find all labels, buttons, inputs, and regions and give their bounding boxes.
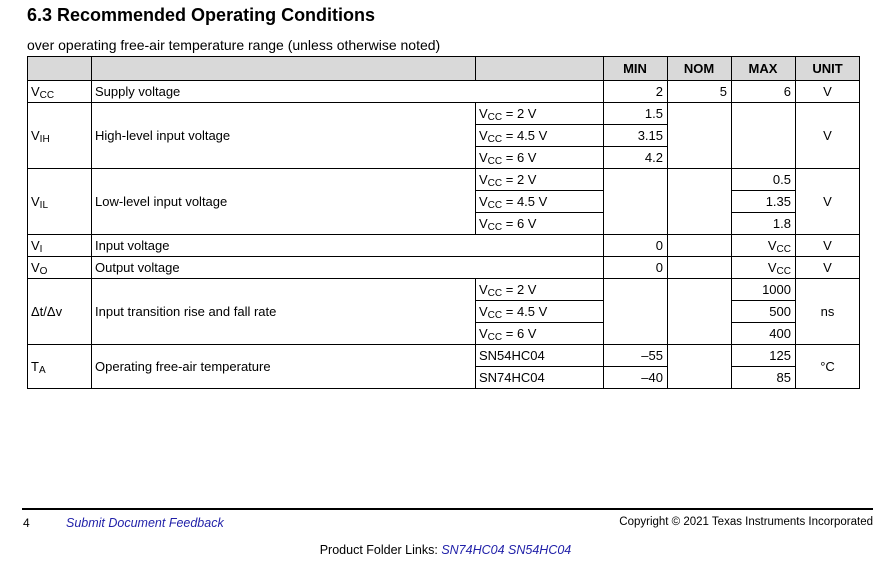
min-cell: –40: [604, 367, 668, 389]
product-folder-label: Product Folder Links:: [319, 543, 442, 557]
min-cell: 4.2: [604, 147, 668, 169]
copyright-notice: Copyright © 2021 Texas Instruments Incorporated: [619, 516, 873, 528]
min-cell: 0: [604, 257, 668, 279]
condition-cell: $V_{CC} = 2$ V: [476, 103, 604, 125]
sn54hc04-link[interactable]: SN54HC04: [508, 543, 572, 557]
nom-cell: [668, 257, 732, 279]
condition-cell: $V_{CC} = 6$ V: [476, 147, 604, 169]
table-row: [28, 257, 860, 279]
recommended-operating-conditions-table: [27, 56, 860, 389]
nom-cell: [668, 235, 732, 257]
min-cell: 3.15: [604, 125, 668, 147]
unit-cell: V: [796, 103, 860, 169]
condition-cell: $V_{CC} = 4.5$ V: [476, 125, 604, 147]
section-title: 6.3 Recommended Operating Conditions: [27, 5, 376, 25]
table-header-row: [28, 57, 860, 81]
nom-cell: [668, 345, 732, 389]
unit-cell: ns: [796, 279, 860, 345]
nom-cell: [668, 169, 732, 235]
min-cell: [604, 279, 668, 345]
product-folder-links: [0, 543, 891, 557]
parameter-cell: Input transition rise and fall rate: [92, 279, 476, 345]
sn74hc04-link[interactable]: SN74HC04: [441, 543, 505, 557]
submit-feedback-link[interactable]: Submit Document Feedback: [66, 516, 224, 530]
nom-cell: [668, 103, 732, 169]
max-cell: 125: [732, 345, 796, 367]
condition-cell: $V_{CC} = 2$ V: [476, 169, 604, 191]
header-symbol: [28, 57, 92, 81]
table-row: [28, 81, 860, 103]
max-cell: 1.35: [732, 191, 796, 213]
max-cell: 1.8: [732, 213, 796, 235]
page-number: 4: [23, 516, 30, 530]
parameter-cell: Operating free-air temperature: [92, 345, 476, 389]
condition-cell: $V_{CC} = 6$ V: [476, 213, 604, 235]
condition-cell: $V_{CC} = 6$ V: [476, 323, 604, 345]
symbol-cell: $V_O$: [28, 257, 92, 279]
header-parameter: [92, 57, 476, 81]
parameter-cell: Input voltage: [92, 235, 604, 257]
table-row: [28, 279, 860, 301]
nom-cell: 5: [668, 81, 732, 103]
parameter-cell: Low-level input voltage: [92, 169, 476, 235]
header-condition: [476, 57, 604, 81]
footer-divider: [22, 508, 873, 510]
condition-cell: $V_{CC} = 2$ V: [476, 279, 604, 301]
unit-cell: V: [796, 169, 860, 235]
max-cell: 6: [732, 81, 796, 103]
max-cell: 500: [732, 301, 796, 323]
max-cell: $V_{CC}$: [732, 235, 796, 257]
parameter-cell: Output voltage: [92, 257, 604, 279]
condition-cell: $V_{CC} = 4.5$ V: [476, 301, 604, 323]
parameter-cell: Supply voltage: [92, 81, 604, 103]
table-row: [28, 169, 860, 191]
unit-cell: °C: [796, 345, 860, 389]
table-row: [28, 345, 860, 367]
max-cell: 0.5: [732, 169, 796, 191]
max-cell: 85: [732, 367, 796, 389]
max-cell: 400: [732, 323, 796, 345]
nom-cell: [668, 279, 732, 345]
min-cell: 2: [604, 81, 668, 103]
table-row: [28, 235, 860, 257]
header-unit: UNIT: [796, 57, 860, 81]
symbol-cell: $V_{IH}$: [28, 103, 92, 169]
table-row: [28, 103, 860, 125]
symbol-cell: Δt/Δv: [28, 279, 92, 345]
symbol-cell: $V_{CC}$: [28, 81, 92, 103]
condition-cell: $V_{CC} = 4.5$ V: [476, 191, 604, 213]
unit-cell: V: [796, 235, 860, 257]
min-cell: [604, 169, 668, 235]
symbol-cell: $T_A$: [28, 345, 92, 389]
table-subtitle: over operating free-air temperature range (unless otherwise noted): [27, 37, 441, 53]
max-cell: [732, 103, 796, 169]
unit-cell: V: [796, 257, 860, 279]
max-cell: $V_{CC}$: [732, 257, 796, 279]
symbol-cell: $V_{IL}$: [28, 169, 92, 235]
condition-cell: SN74HC04: [476, 367, 604, 389]
header-nom: NOM: [668, 57, 732, 81]
min-cell: –55: [604, 345, 668, 367]
condition-cell: SN54HC04: [476, 345, 604, 367]
min-cell: 1.5: [604, 103, 668, 125]
header-max: MAX: [732, 57, 796, 81]
unit-cell: V: [796, 81, 860, 103]
min-cell: 0: [604, 235, 668, 257]
header-min: MIN: [604, 57, 668, 81]
parameter-cell: High-level input voltage: [92, 103, 476, 169]
max-cell: 1000: [732, 279, 796, 301]
symbol-cell: $V_I$: [28, 235, 92, 257]
